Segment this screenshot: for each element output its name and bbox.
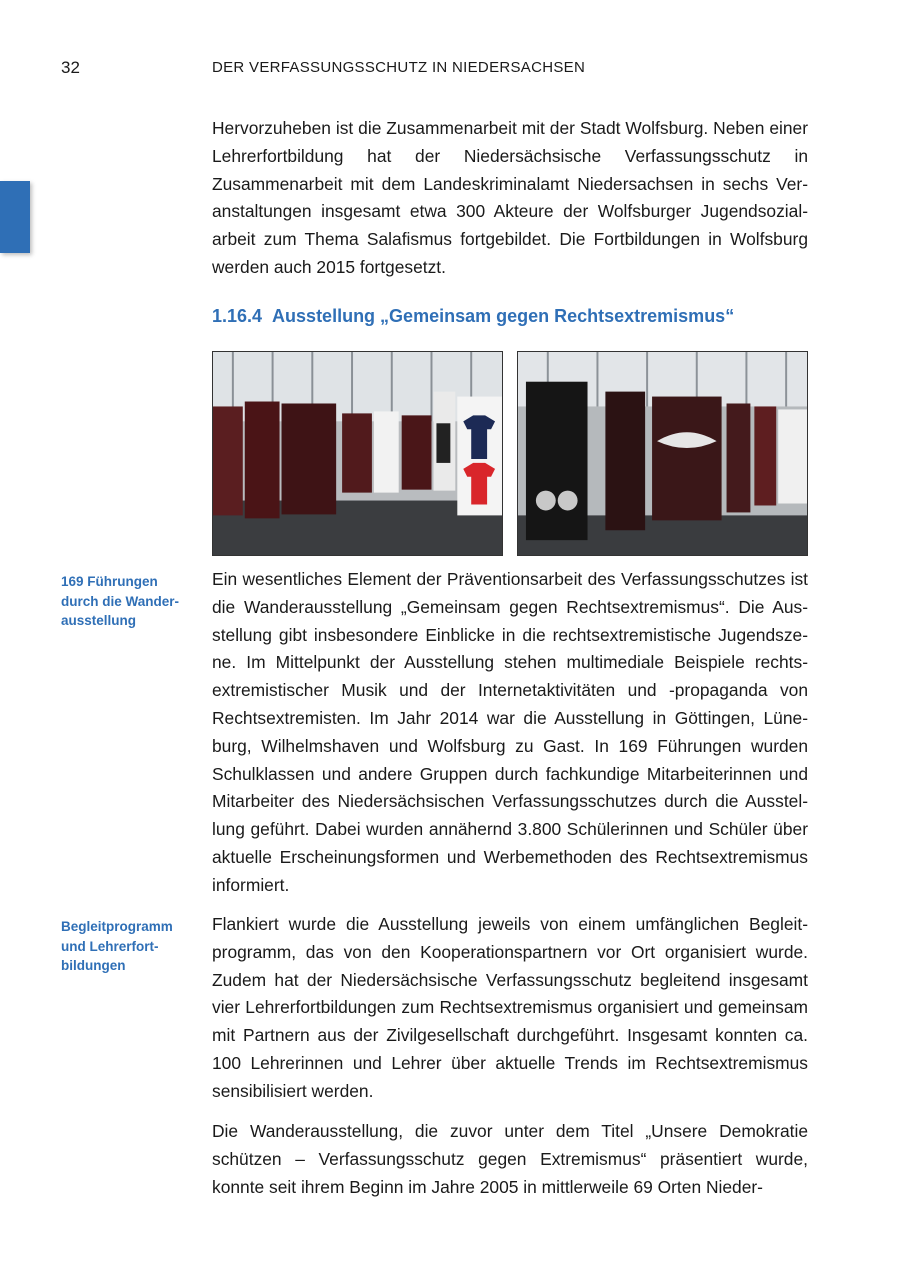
margin-note-accompanying-program: Begleitprogramm und Lehrerfortbildungen xyxy=(61,919,173,973)
exhibition-photo-right xyxy=(517,351,808,556)
exhibition-photo-left xyxy=(212,351,503,556)
page-number: 32 xyxy=(61,58,80,77)
paragraph-accompanying-program: Flankiert wurde die Ausstellung jeweils von einem umfänglichen Begleitprogramm, das von den Kooperationspartnern vor Ort organisiert wurde. Zudem hat der Niedersächsische Verfassungsschutz begleitend insgesamt vier Lehrerfortbildungen zum Rechtsextremismus organisiert und gemeinsam mit Partnern aus der Zivilgesellschaft durchgeführt. Insgesamt konnten ca. 100 Lehrerinnen und Lehrer über aktuelle Trends im Rechtsextremismus sensibilisiert werden. xyxy=(212,914,808,1101)
margin-note-guided-tours: 169 Führungen durch die Wanderausstellung xyxy=(61,574,180,628)
paragraph-traveling-exhibition: Die Wanderausstellung, die zuvor unter dem Titel „Unsere Demokratie schützen – Verfassungsschutz gegen Extremismus“ präsentiert wurde, konnte seit ihrem Beginn im Jahre 2005 in mittlerweile 69 Orten Nieder- xyxy=(212,1121,808,1197)
paragraph-wolfsburg: Hervorzuheben ist die Zusammenarbeit mit der Stadt Wolfsburg. Neben einer Lehrerfortbildung hat der Niedersächsische Verfassungsschutz in Zusammenarbeit mit dem Landeskriminalamt Niedersachsen in sechs Veranstaltungen insgesamt etwa 300 Akteure der Wolfsburger Jugendsozialarbeit zum Thema Salafismus fortgebildet. Die Fortbildungen in Wolfsburg werden auch 2015 fortgesetzt. xyxy=(212,118,808,277)
paragraph-exhibition: Ein wesentliches Element der Präventionsarbeit des Verfassungsschutzes ist die Wanderausstellung „Gemeinsam gegen Rechtsextremismus“. Die Ausstellung gibt insbesondere Einblicke in die rechtsextremistische Jugendszene. Im Mittelpunkt der Ausstellung stehen multimediale Beispiele rechtsextremistischer Musik und der Internetaktivitäten und -propaganda von Rechtsextremisten. Im Jahr 2014 war die Ausstellung in Göttingen, Lüneburg, Wilhelmshaven und Wolfsburg zu Gast. In 169 Führungen wurden Schulklassen und andere Gruppen durch fachkundige Mitarbeiterinnen und Mitarbeiter des Niedersächsischen Verfassungsschutzes durch die Ausstellung geführt. Dabei wurden annähernd 3.800 Schülerinnen und Schüler über aktuelle Erscheinungsformen und Werbemethoden des Rechtsextremismus informiert. xyxy=(212,569,808,895)
section-heading xyxy=(212,306,734,327)
section-title: Ausstellung „Gemeinsam gegen Rechtsextremismus“ xyxy=(272,306,735,326)
section-number: 1.16.4 xyxy=(212,306,263,326)
side-tab-marker xyxy=(0,181,30,253)
running-head: DER VERFASSUNGSSCHUTZ IN NIEDERSACHSEN xyxy=(212,59,586,76)
